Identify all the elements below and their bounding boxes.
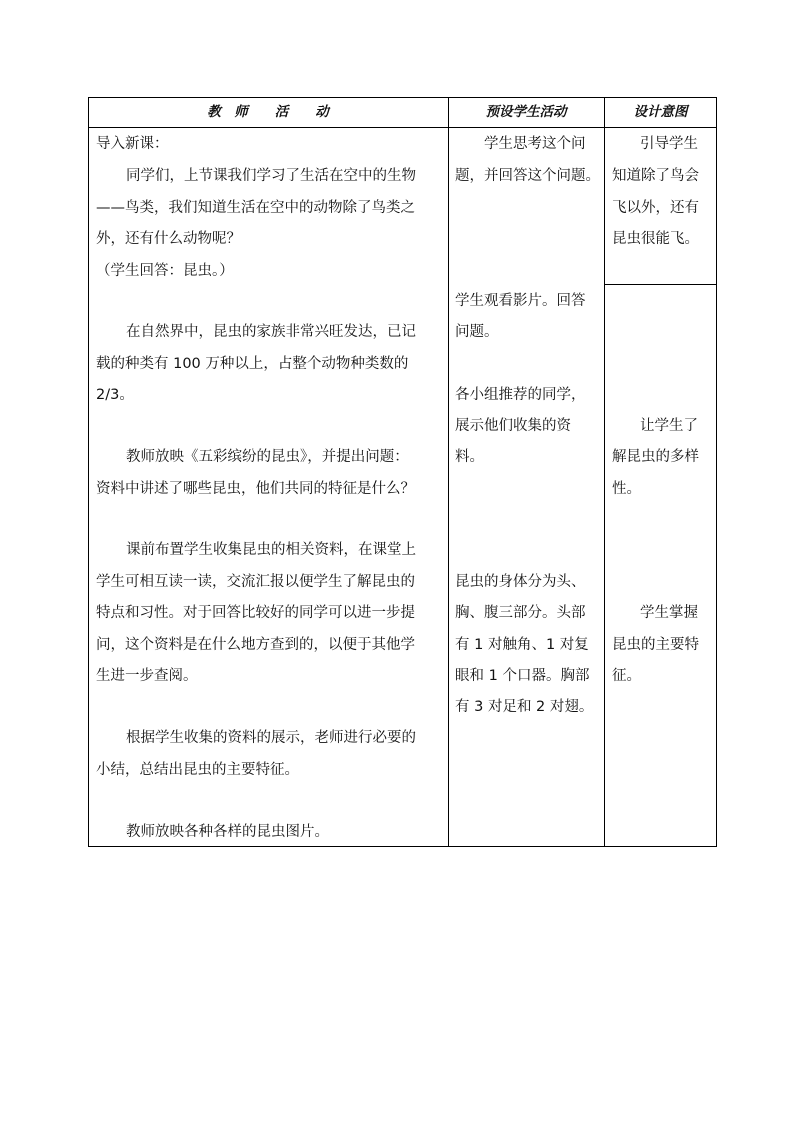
student-line: 昆虫的身体分为头、: [455, 574, 586, 590]
teacher-line: 2/3。: [96, 387, 134, 403]
intent-row-divider: [604, 284, 717, 285]
teacher-line: 在自然界中，昆虫的家族非常兴旺发达，已记: [126, 324, 416, 340]
student-line: 胸、腹三部分。头部: [455, 605, 586, 621]
intent-line: 知道除了鸟会: [612, 168, 699, 184]
column-divider-1: [448, 97, 449, 847]
student-line: 问题。: [455, 324, 499, 340]
intent-line: 解昆虫的多样: [612, 449, 699, 465]
intent-line: 性。: [612, 481, 641, 497]
teacher-line: ——鸟类，我们知道生活在空中的动物除了鸟类之: [96, 200, 415, 216]
intent-line: 昆虫很能飞。: [612, 231, 699, 247]
student-line: 展示他们收集的资: [455, 418, 571, 434]
teacher-line: 教师放映各种各样的昆虫图片。: [126, 824, 329, 840]
intent-line: 昆虫的主要特: [612, 637, 699, 653]
column-divider-2: [604, 97, 605, 847]
teacher-line: 教师放映《五彩缤纷的昆虫》，并提出问题：: [126, 449, 409, 465]
intent-line: 飞以外，还有: [612, 200, 699, 216]
header-student-activity: 预设学生活动: [485, 104, 567, 120]
teacher-line: 导入新课：: [96, 136, 169, 152]
student-line: 题，并回答这个问题。: [455, 168, 600, 184]
teacher-line: 资料中讲述了哪些昆虫，他们共同的特征是什么？: [96, 481, 415, 497]
student-line: 有 1 对触角、1 对复: [455, 637, 589, 653]
intent-line: 让学生了: [640, 418, 698, 434]
teacher-line: 课前布置学生收集昆虫的相关资料，在课堂上: [126, 542, 416, 558]
teacher-line: 外，还有什么动物呢？: [96, 231, 241, 247]
student-line: 学生思考这个问: [484, 136, 586, 152]
teacher-line: （学生回答：昆虫。）: [96, 263, 234, 279]
student-line: 各小组推荐的同学，: [455, 387, 586, 403]
teacher-line: 学生可相互读一读，交流汇报以便学生了解昆虫的: [96, 574, 415, 590]
teacher-line: 载的种类有 100 万种以上，占整个动物种类数的: [96, 356, 409, 372]
student-line: 有 3 对足和 2 对翅。: [455, 699, 594, 715]
teacher-line: 小结，总结出昆虫的主要特征。: [96, 762, 299, 778]
teacher-line: 特点和习性。对于回答比较好的同学可以进一步提: [96, 605, 415, 621]
teacher-line: 同学们，上节课我们学习了生活在空中的生物: [126, 168, 416, 184]
student-line: 眼和 1 个口器。胸部: [455, 668, 590, 684]
teacher-line: 生进一步查阅。: [96, 668, 198, 684]
header-design-intent: 设计意图: [633, 104, 688, 120]
student-line: 料。: [455, 449, 484, 465]
header-divider: [88, 127, 717, 128]
intent-line: 征。: [612, 668, 641, 684]
intent-line: 引导学生: [640, 136, 698, 152]
intent-line: 学生掌握: [640, 605, 698, 621]
teacher-line: 问，这个资料是在什么地方查到的，以便于其他学: [96, 637, 415, 653]
header-teacher-activity: 教 师 活 动: [207, 104, 329, 120]
teacher-line: 根据学生收集的资料的展示，老师进行必要的: [126, 730, 416, 746]
student-line: 学生观看影片。回答: [455, 293, 586, 309]
